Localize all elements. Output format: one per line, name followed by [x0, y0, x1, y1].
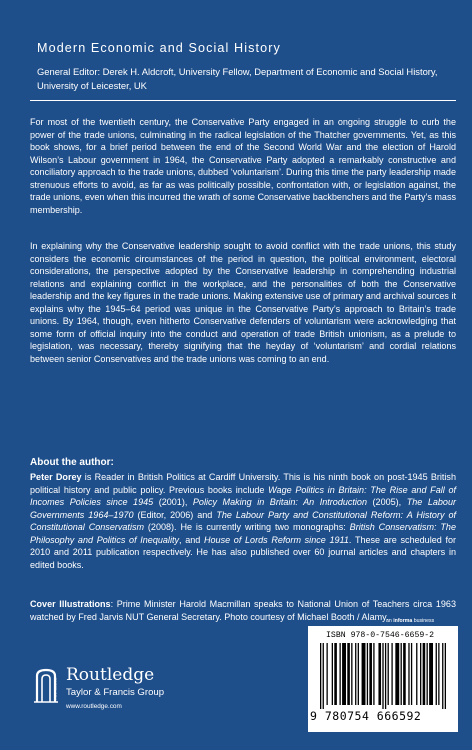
publisher-group: Taylor & Francis Group [66, 687, 165, 698]
barcode-digits: 9 780754 666592 [310, 709, 422, 723]
bio-text: . These are scheduled for 2010 and 2011 publication respectively. He has also published over 60 journal articles and chapters in edited books. [30, 534, 456, 570]
general-editor: General Editor: Derek H. Aldcroft, University Fellow, Department of Economic and Social History, University of Leicester, UK [37, 66, 438, 91]
barcode-bar [438, 643, 439, 705]
informa-business-tag [386, 618, 434, 625]
about-author-paragraph [30, 471, 456, 571]
cover-illustrations-label: Cover Illustrations [30, 599, 111, 609]
barcode-bar [332, 643, 333, 705]
barcode-bar [367, 643, 368, 705]
barcode-bar [347, 643, 350, 705]
barcode-bar [420, 643, 421, 705]
barcode-bar [445, 643, 446, 709]
barcode-bar [416, 643, 417, 705]
barcode-bar [442, 643, 443, 709]
bio-text: (2008). He is currently writing two monographs: [144, 522, 350, 532]
barcode-bar [326, 643, 327, 705]
barcode-bar [403, 643, 406, 705]
book-title: House of Lords Reform since 1911 [203, 534, 349, 545]
barcode-bar [391, 643, 392, 705]
informa-prefix: an [386, 618, 394, 624]
barcode-bar [373, 643, 374, 705]
barcode-bar [423, 643, 426, 705]
logo-lettering: ROUTLEDGE [53, 677, 58, 700]
divider-rule [30, 100, 456, 101]
informa-suffix: business [412, 618, 435, 624]
cover-illustrations-text: : Prime Minister Harold Macmillan speaks to National Union of Teachers circa 1963 watched by Fred Jarvis NUT General Secretary. Photo courtesy of Michael Booth / Alamy. [30, 599, 456, 622]
barcode-bar [401, 643, 402, 705]
barcode-bar [388, 643, 389, 705]
barcode-bar [342, 643, 346, 705]
barcode-bar [369, 643, 372, 705]
barcode-bar [334, 643, 337, 705]
routledge-logo-icon [33, 668, 59, 704]
description-paragraph-1: For most of the twentieth century, the Conservative Party engaged in an ongoing struggle to curb the power of the trade unions, culminating in the radical legislation of the Thatcher governments. Yet, as this book shows, for a brief period between the end of the Second World War and the election of Harold Wilson’s Labour government in 1964, the Conservative Party adopted a remarkably constructive and conciliatory approach to the trade unions, dubbed ‘voluntarism’. During this time the party leadership made strenuous efforts to avoid, as far as was politically possible, confrontation with, or legislation against, the trade unions, even when this incurred the wrath of some Conservative backbenchers and the Party’s mass membership. [30, 117, 456, 215]
barcode-bar [385, 643, 386, 709]
bio-text: (Editor, 2006) and [133, 509, 217, 520]
barcode-bar [436, 643, 437, 705]
isbn-text: ISBN 978-0-7546-6659-2 [326, 631, 435, 640]
barcode-bar [320, 643, 321, 709]
bio-text: is Reader in British Politics at Cardiff University. This is his ninth book on post-1945 British political history and public policy. Previous books include [30, 472, 456, 495]
publisher-url[interactable]: www.routledge.com [66, 703, 122, 710]
barcode-bar [323, 643, 324, 709]
barcode-bar [429, 643, 433, 705]
book-title: British Conservatism: The Philosophy and Politics of Inequality [30, 522, 456, 545]
book-title: Wage Politics in Britain: The Rise and Fall of Incomes Policies since 1945 [30, 484, 456, 507]
barcode-bar [382, 643, 383, 709]
barcode-bar [411, 643, 412, 705]
barcode-bar [427, 643, 428, 705]
about-author-heading: About the author: [30, 457, 114, 468]
series-title: Modern Economic and Social History [37, 41, 281, 55]
book-title: The Labour Governments 1964–1970 [30, 497, 456, 520]
bio-text: , and [179, 534, 204, 545]
barcode-bar [355, 643, 356, 705]
informa-brand: informa [393, 618, 413, 624]
barcode-bar [358, 643, 359, 705]
barcode-bar [395, 643, 399, 705]
bio-text: (2005), [367, 497, 407, 507]
barcode-icon [320, 643, 446, 709]
publisher-name: Routledge [66, 665, 155, 685]
author-name: Peter Dorey [30, 472, 82, 482]
barcode-bar [378, 643, 381, 705]
barcode-bar [339, 643, 340, 705]
bio-text: (2001), [153, 497, 193, 507]
book-title: Policy Making in Britain: An Introduction [192, 497, 367, 507]
description-paragraph-2: In explaining why the Conservative leadership sought to avoid conflict with the trade unions, this study considers the economic circumstances of the period in question, the political environment, electoral considerations, the perspective adopted by the Conservative leadership in comprehending industrial relations and explaining conflict in the workplace, and the personalities of both the Conservative leadership and the key figures in the trade unions. Making extensive use of primary and archival sources it explains why the 1945–64 period was unique in the Conservative Party’s approach to Britain’s trade unions. By 1964, though, even hitherto Conservative defenders of voluntarism were acknowledging that some form of official inquiry into the conduct and operation of trade British unionism, as a prelude to legislation, was necessary, thereby signifying that the heyday of ‘voluntarism’ and cordial relations between senior Conservatives and the trade unions was coming to an end. [30, 241, 456, 364]
barcode-box [308, 626, 458, 732]
barcode-bar [362, 643, 366, 705]
barcode-bar [351, 643, 352, 705]
barcode-bar [408, 643, 409, 705]
book-title: The Labour Party and Constitutional Reform: A History of Constitutional Conservatism [30, 509, 457, 532]
